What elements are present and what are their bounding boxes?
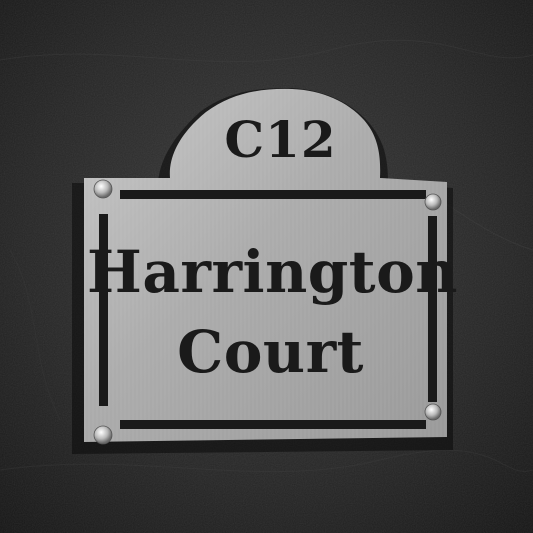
bottom-frame-bar <box>120 420 426 429</box>
unit-number-text: C12 <box>224 110 337 169</box>
screw-bottom-left <box>94 426 112 444</box>
screw-top-right <box>425 194 441 210</box>
top-frame-bar <box>120 190 426 199</box>
building-name-line1: Harrington <box>87 238 458 306</box>
screw-bottom-right <box>425 404 441 420</box>
building-name-line2: Court <box>177 318 364 386</box>
screw-top-left <box>94 180 112 198</box>
